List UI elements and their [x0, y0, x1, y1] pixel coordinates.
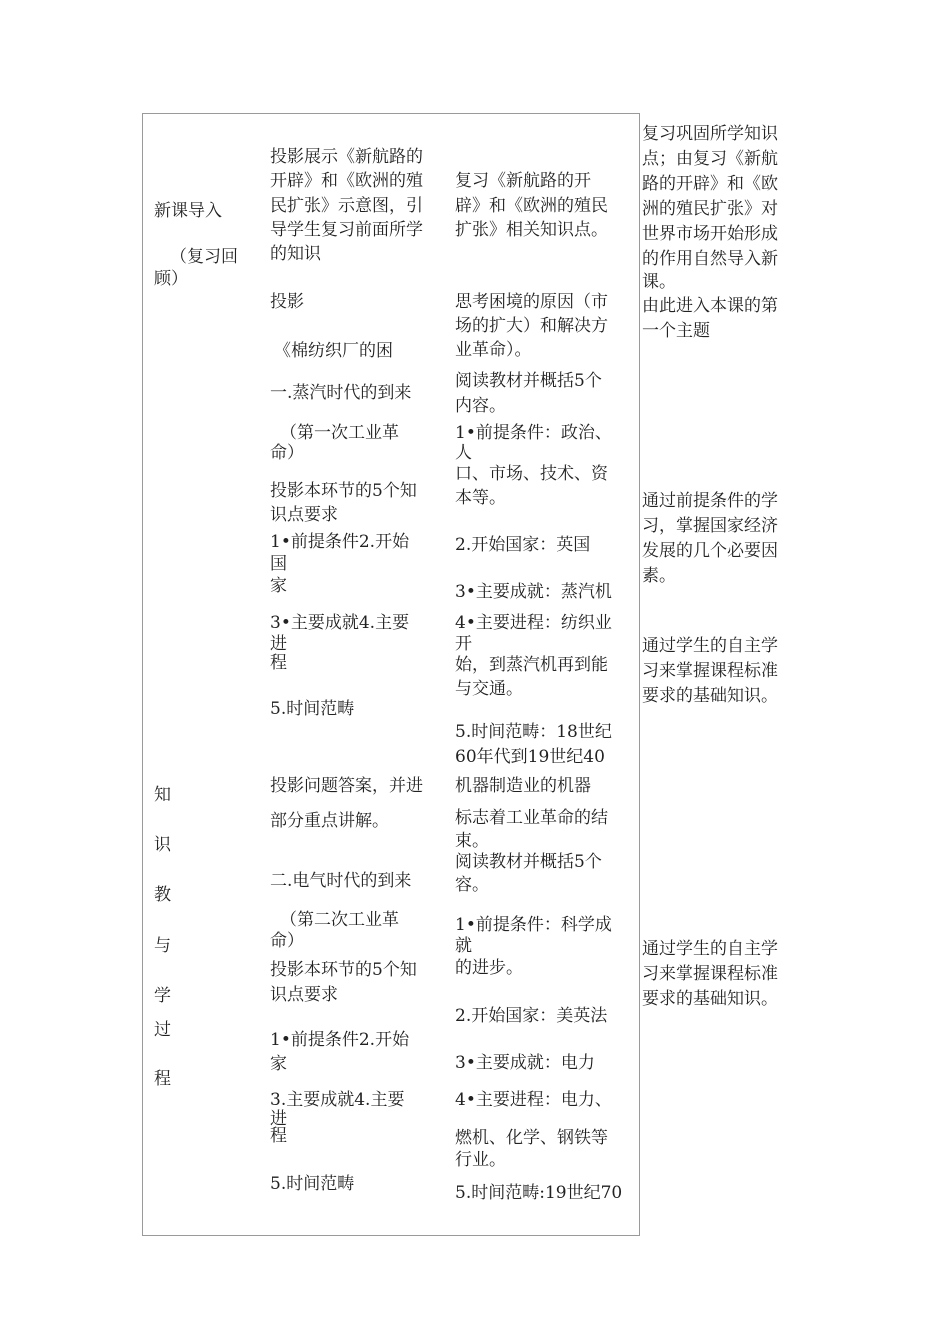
student-line: 3•主要成就：电力 [455, 1053, 595, 1073]
intent-line: 通过前提条件的学 [642, 491, 778, 511]
stage-knowledge-char: 过 [154, 1020, 171, 1040]
student-line: 人 [455, 443, 472, 463]
intent-line: 通过学生的自主学 [642, 636, 778, 656]
teacher-line: 一.蒸汽时代的到来 [270, 383, 412, 403]
intent-line: 素。 [642, 566, 676, 586]
intent-line: 通过学生的自主学 [642, 939, 778, 959]
student-line: 就 [455, 936, 472, 956]
teacher-line: 投影 [270, 292, 304, 312]
student-line: 燃机、化学、钢铁等 [455, 1128, 608, 1148]
teacher-line: 程 [270, 1126, 287, 1146]
teacher-line: 命） [270, 931, 304, 951]
student-line: 4•主要进程：纺织业 [455, 613, 612, 633]
student-line: 容。 [455, 875, 489, 895]
student-line: 行业。 [455, 1150, 506, 1170]
student-line: 与交通。 [455, 679, 523, 699]
teacher-line: 程 [270, 653, 287, 673]
intent-line: 由此进入本课的第 [642, 296, 778, 316]
teacher-line: 部分重点讲解。 [270, 811, 389, 831]
teacher-line: 投影问题答案，并进 [270, 776, 423, 796]
teacher-line: 家 [270, 1054, 287, 1074]
student-line: 本等。 [455, 488, 506, 508]
student-line: 阅读教材并概括5个 [455, 852, 602, 872]
student-line: 2.开始国家：英国 [455, 535, 591, 555]
student-line: 复习《新航路的开 [455, 171, 591, 191]
intent-line: 的作用自然导入新 [642, 249, 778, 269]
student-line: 开 [455, 634, 472, 654]
teacher-line: 导学生复习前面所学 [270, 220, 423, 240]
teacher-line: 投影本环节的5个知 [270, 481, 417, 501]
teacher-line: 3•主要成就4.主要 [270, 613, 410, 633]
student-line: 场的扩大）和解决方 [455, 316, 608, 336]
intent-line: 世界市场开始形成 [642, 224, 778, 244]
teacher-line: 民扩张》示意图，引 [270, 196, 423, 216]
teacher-line: 进 [270, 1109, 287, 1129]
student-line: 的进步。 [455, 958, 523, 978]
teacher-line: 5.时间范畴 [270, 1174, 355, 1194]
student-line: 1•前提条件：科学成 [455, 915, 612, 935]
intent-line: 课。 [642, 272, 676, 292]
student-line: 阅读教材并概括5个 [455, 371, 602, 391]
teacher-line: 的知识 [270, 244, 321, 264]
intent-line: 要求的基础知识。 [642, 686, 778, 706]
intent-line: 发展的几个必要因 [642, 541, 778, 561]
student-line: 口、市场、技术、资 [455, 464, 608, 484]
student-line: 3•主要成就：蒸汽机 [455, 582, 612, 602]
student-line: 始，到蒸汽机再到能 [455, 655, 608, 675]
stage-intro-title: 新课导入 [154, 201, 222, 221]
stage-knowledge-char: 知 [154, 785, 171, 805]
intent-line: 复习巩固所学知识 [642, 124, 778, 144]
student-line: 5.时间范畴:19世纪70 [455, 1183, 623, 1203]
student-line: 束。 [455, 831, 489, 851]
stage-knowledge-char: 识 [154, 835, 171, 855]
student-line: 5.时间范畴：18世纪 [455, 722, 612, 742]
stage-knowledge-char: 教 [154, 885, 171, 905]
teacher-line: 开辟》和《欧洲的殖 [270, 171, 423, 191]
student-line: 业革命）。 [455, 340, 532, 360]
stage-intro-subtitle: （复习回 [170, 247, 238, 267]
intent-line: 洲的殖民扩张》对 [642, 199, 778, 219]
teacher-line: 识点要求 [270, 505, 338, 525]
student-line: 2.开始国家：美英法 [455, 1006, 608, 1026]
student-line: 60年代到19世纪40 [455, 747, 605, 767]
teacher-line: （第二次工业革 [280, 910, 399, 930]
teacher-line: 投影本环节的5个知 [270, 960, 417, 980]
student-line: 4•主要进程：电力、 [455, 1090, 612, 1110]
intent-line: 点；由复习《新航 [642, 149, 778, 169]
teacher-line: 3.主要成就4.主要 [270, 1090, 405, 1110]
intent-line: 路的开辟》和《欧 [642, 174, 778, 194]
teacher-line: 国 [270, 554, 287, 574]
teacher-line: 家 [270, 576, 287, 596]
teacher-line: （第一次工业革 [280, 423, 399, 443]
teacher-line: 命） [270, 443, 304, 463]
student-line: 机器制造业的机器 [455, 776, 591, 796]
intent-line: 一个主题 [642, 321, 710, 341]
teacher-line: 识点要求 [270, 985, 338, 1005]
student-line: 辟》和《欧洲的殖民 [455, 196, 608, 216]
teacher-line: 1•前提条件2.开始 [270, 532, 410, 552]
teacher-line: 《棉纺织厂的困 [274, 341, 393, 361]
student-line: 1•前提条件：政治、 [455, 423, 612, 443]
stage-knowledge-char: 程 [154, 1069, 171, 1089]
teacher-line: 5.时间范畴 [270, 699, 355, 719]
teacher-line: 进 [270, 634, 287, 654]
student-line: 思考困境的原因（市 [455, 292, 608, 312]
intent-line: 习来掌握课程标准 [642, 661, 778, 681]
intent-line: 习，掌握国家经济 [642, 516, 778, 536]
stage-knowledge-char: 与 [154, 936, 171, 956]
stage-knowledge-char: 学 [154, 986, 171, 1006]
teacher-line: 1•前提条件2.开始 [270, 1030, 410, 1050]
student-line: 标志着工业革命的结 [455, 808, 608, 828]
student-line: 扩张》相关知识点。 [455, 220, 608, 240]
teacher-line: 二.电气时代的到来 [270, 871, 412, 891]
intent-line: 要求的基础知识。 [642, 989, 778, 1009]
teacher-line: 投影展示《新航路的 [270, 147, 423, 167]
student-line: 内容。 [455, 396, 506, 416]
intent-line: 习来掌握课程标准 [642, 964, 778, 984]
stage-intro-subtitle: 顾） [154, 269, 188, 289]
